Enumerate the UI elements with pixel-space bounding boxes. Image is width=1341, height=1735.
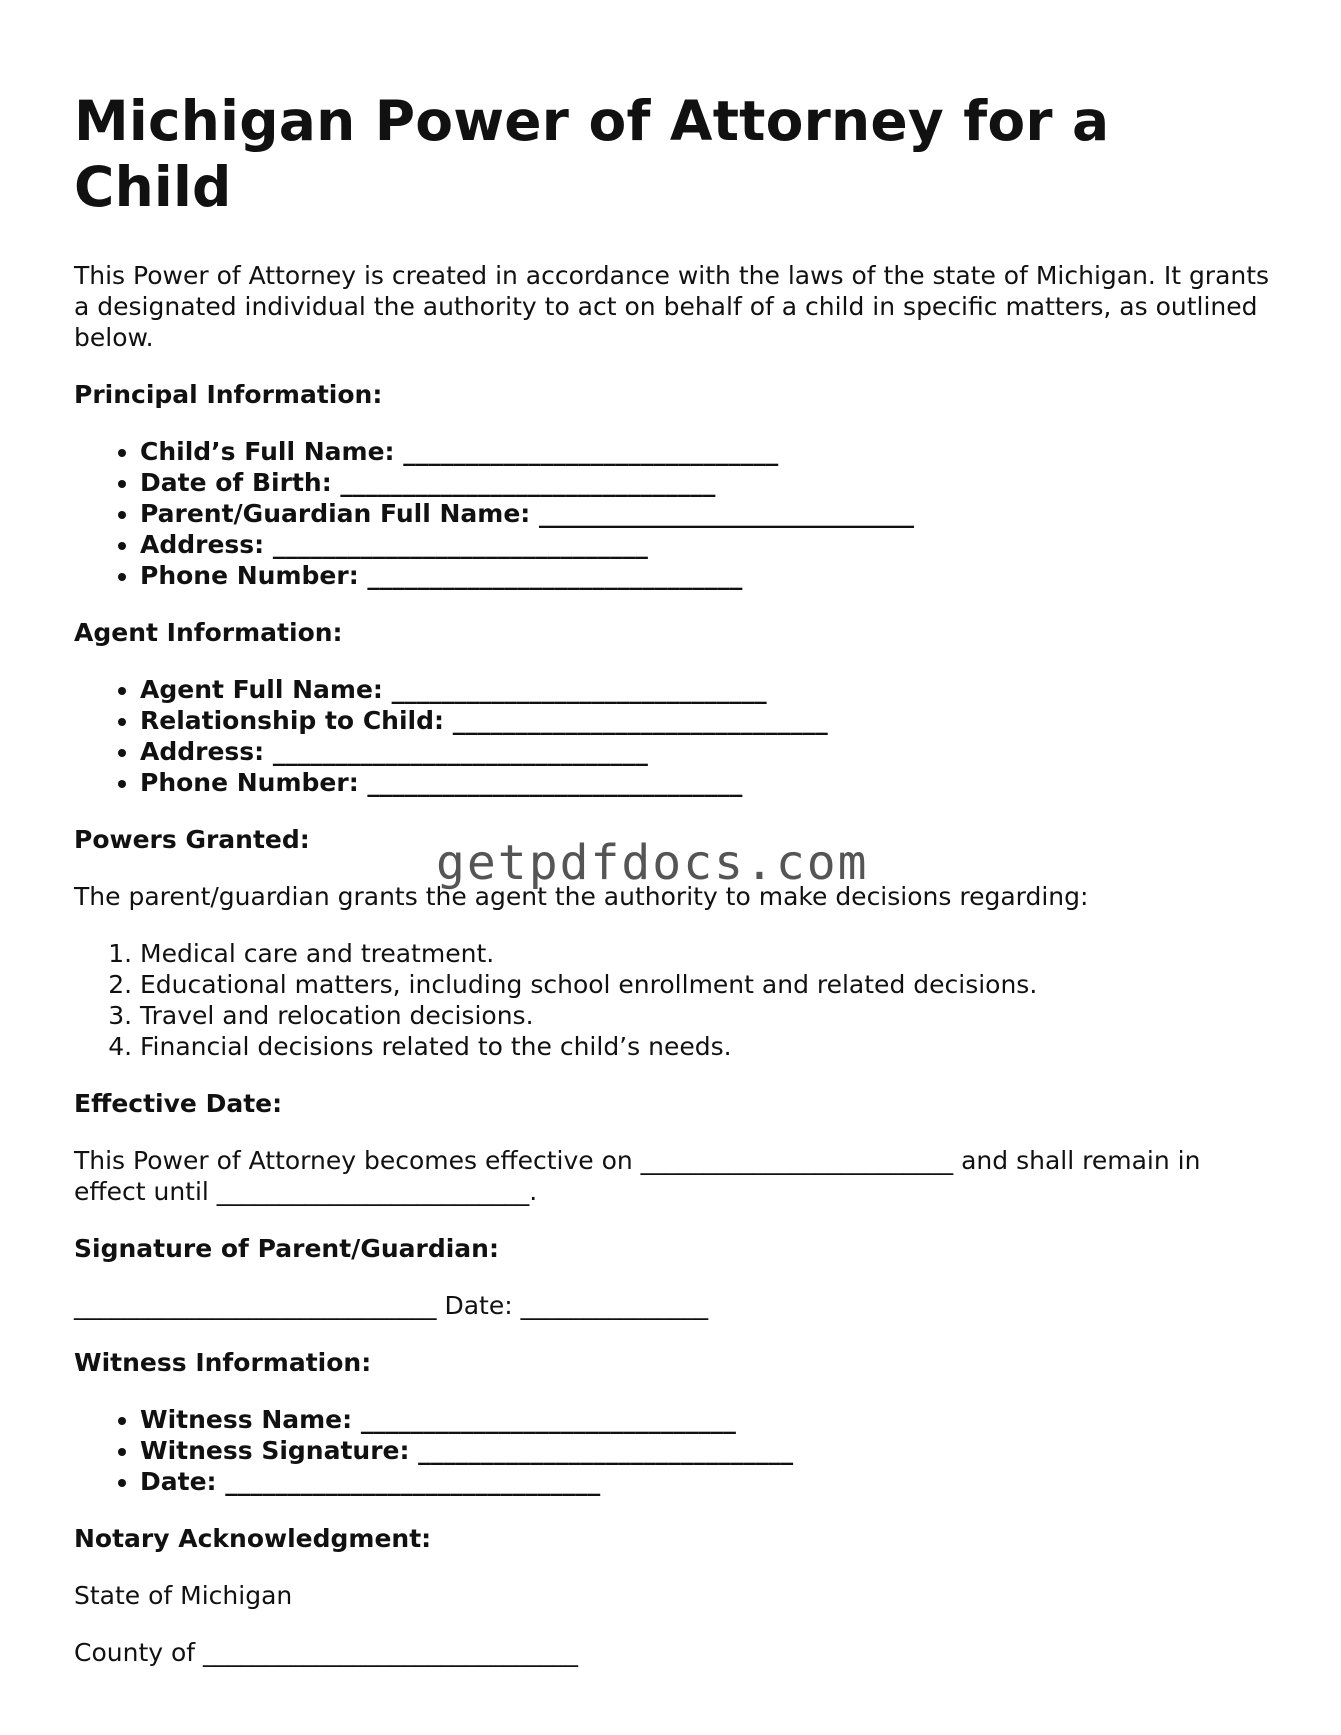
witness-fields [74, 1404, 1274, 1497]
notary-state: State of Michigan [74, 1581, 293, 1610]
watermark-text: getpdfdocs.com [436, 835, 869, 891]
principal-phone-field: • Phone Number: ______________________________ [140, 560, 1274, 591]
child-name-field: • Child’s Full Name: ______________________________ [140, 436, 1274, 467]
signature-line: _____________________________ Date: _______________ [74, 1291, 709, 1320]
date-of-birth-field: • Date of Birth: ______________________________ [140, 467, 1274, 498]
relationship-field: • Relationship to Child: ______________________________ [140, 705, 1274, 736]
intro-paragraph: This Power of Attorney is created in accordance with the laws of the state of Michigan. It grants a designated individual the authority to act on behalf of a child in specific matters, as outlined below. [74, 261, 1270, 352]
agent-name-field: • Agent Full Name: ______________________________ [140, 674, 1274, 705]
power-item: 2. Educational matters, including school enrollment and related decisions. [140, 969, 1274, 1000]
parent-name-field: • Parent/Guardian Full Name: ______________________________ [140, 498, 1274, 529]
notary-heading: Notary Acknowledgment: [74, 1524, 432, 1553]
agent-phone-field: • Phone Number: ______________________________ [140, 767, 1274, 798]
powers-list [74, 938, 1274, 1062]
power-item: 1. Medical care and treatment. [140, 938, 1274, 969]
agent-address-field: • Address: ______________________________ [140, 736, 1274, 767]
effective-text: This Power of Attorney becomes effective on _________________________ and shall remain in effect until _________________________. [74, 1146, 1201, 1206]
witness-signature-field: • Witness Signature: ______________________________ [140, 1435, 1274, 1466]
powers-intro: The parent/guardian grants the agent the authority to make decisions regarding: [74, 882, 1089, 911]
document-title: Michigan Power of Attorney for a Child [74, 89, 1110, 219]
witness-heading: Witness Information: [74, 1348, 372, 1377]
effective-heading: Effective Date: [74, 1089, 283, 1118]
agent-heading: Agent Information: [74, 618, 343, 647]
witness-date-field: • Date: ______________________________ [140, 1466, 1274, 1497]
power-item: 3. Travel and relocation decisions. [140, 1000, 1274, 1031]
agent-fields [74, 674, 1274, 798]
principal-heading: Principal Information: [74, 380, 383, 409]
notary-county: County of ______________________________ [74, 1638, 579, 1667]
powers-heading: Powers Granted: [74, 825, 310, 854]
signature-heading: Signature of Parent/Guardian: [74, 1234, 499, 1263]
principal-address-field: • Address: ______________________________ [140, 529, 1274, 560]
witness-name-field: • Witness Name: ______________________________ [140, 1404, 1274, 1435]
principal-fields [74, 436, 1274, 591]
power-item: 4. Financial decisions related to the child’s needs. [140, 1031, 1274, 1062]
